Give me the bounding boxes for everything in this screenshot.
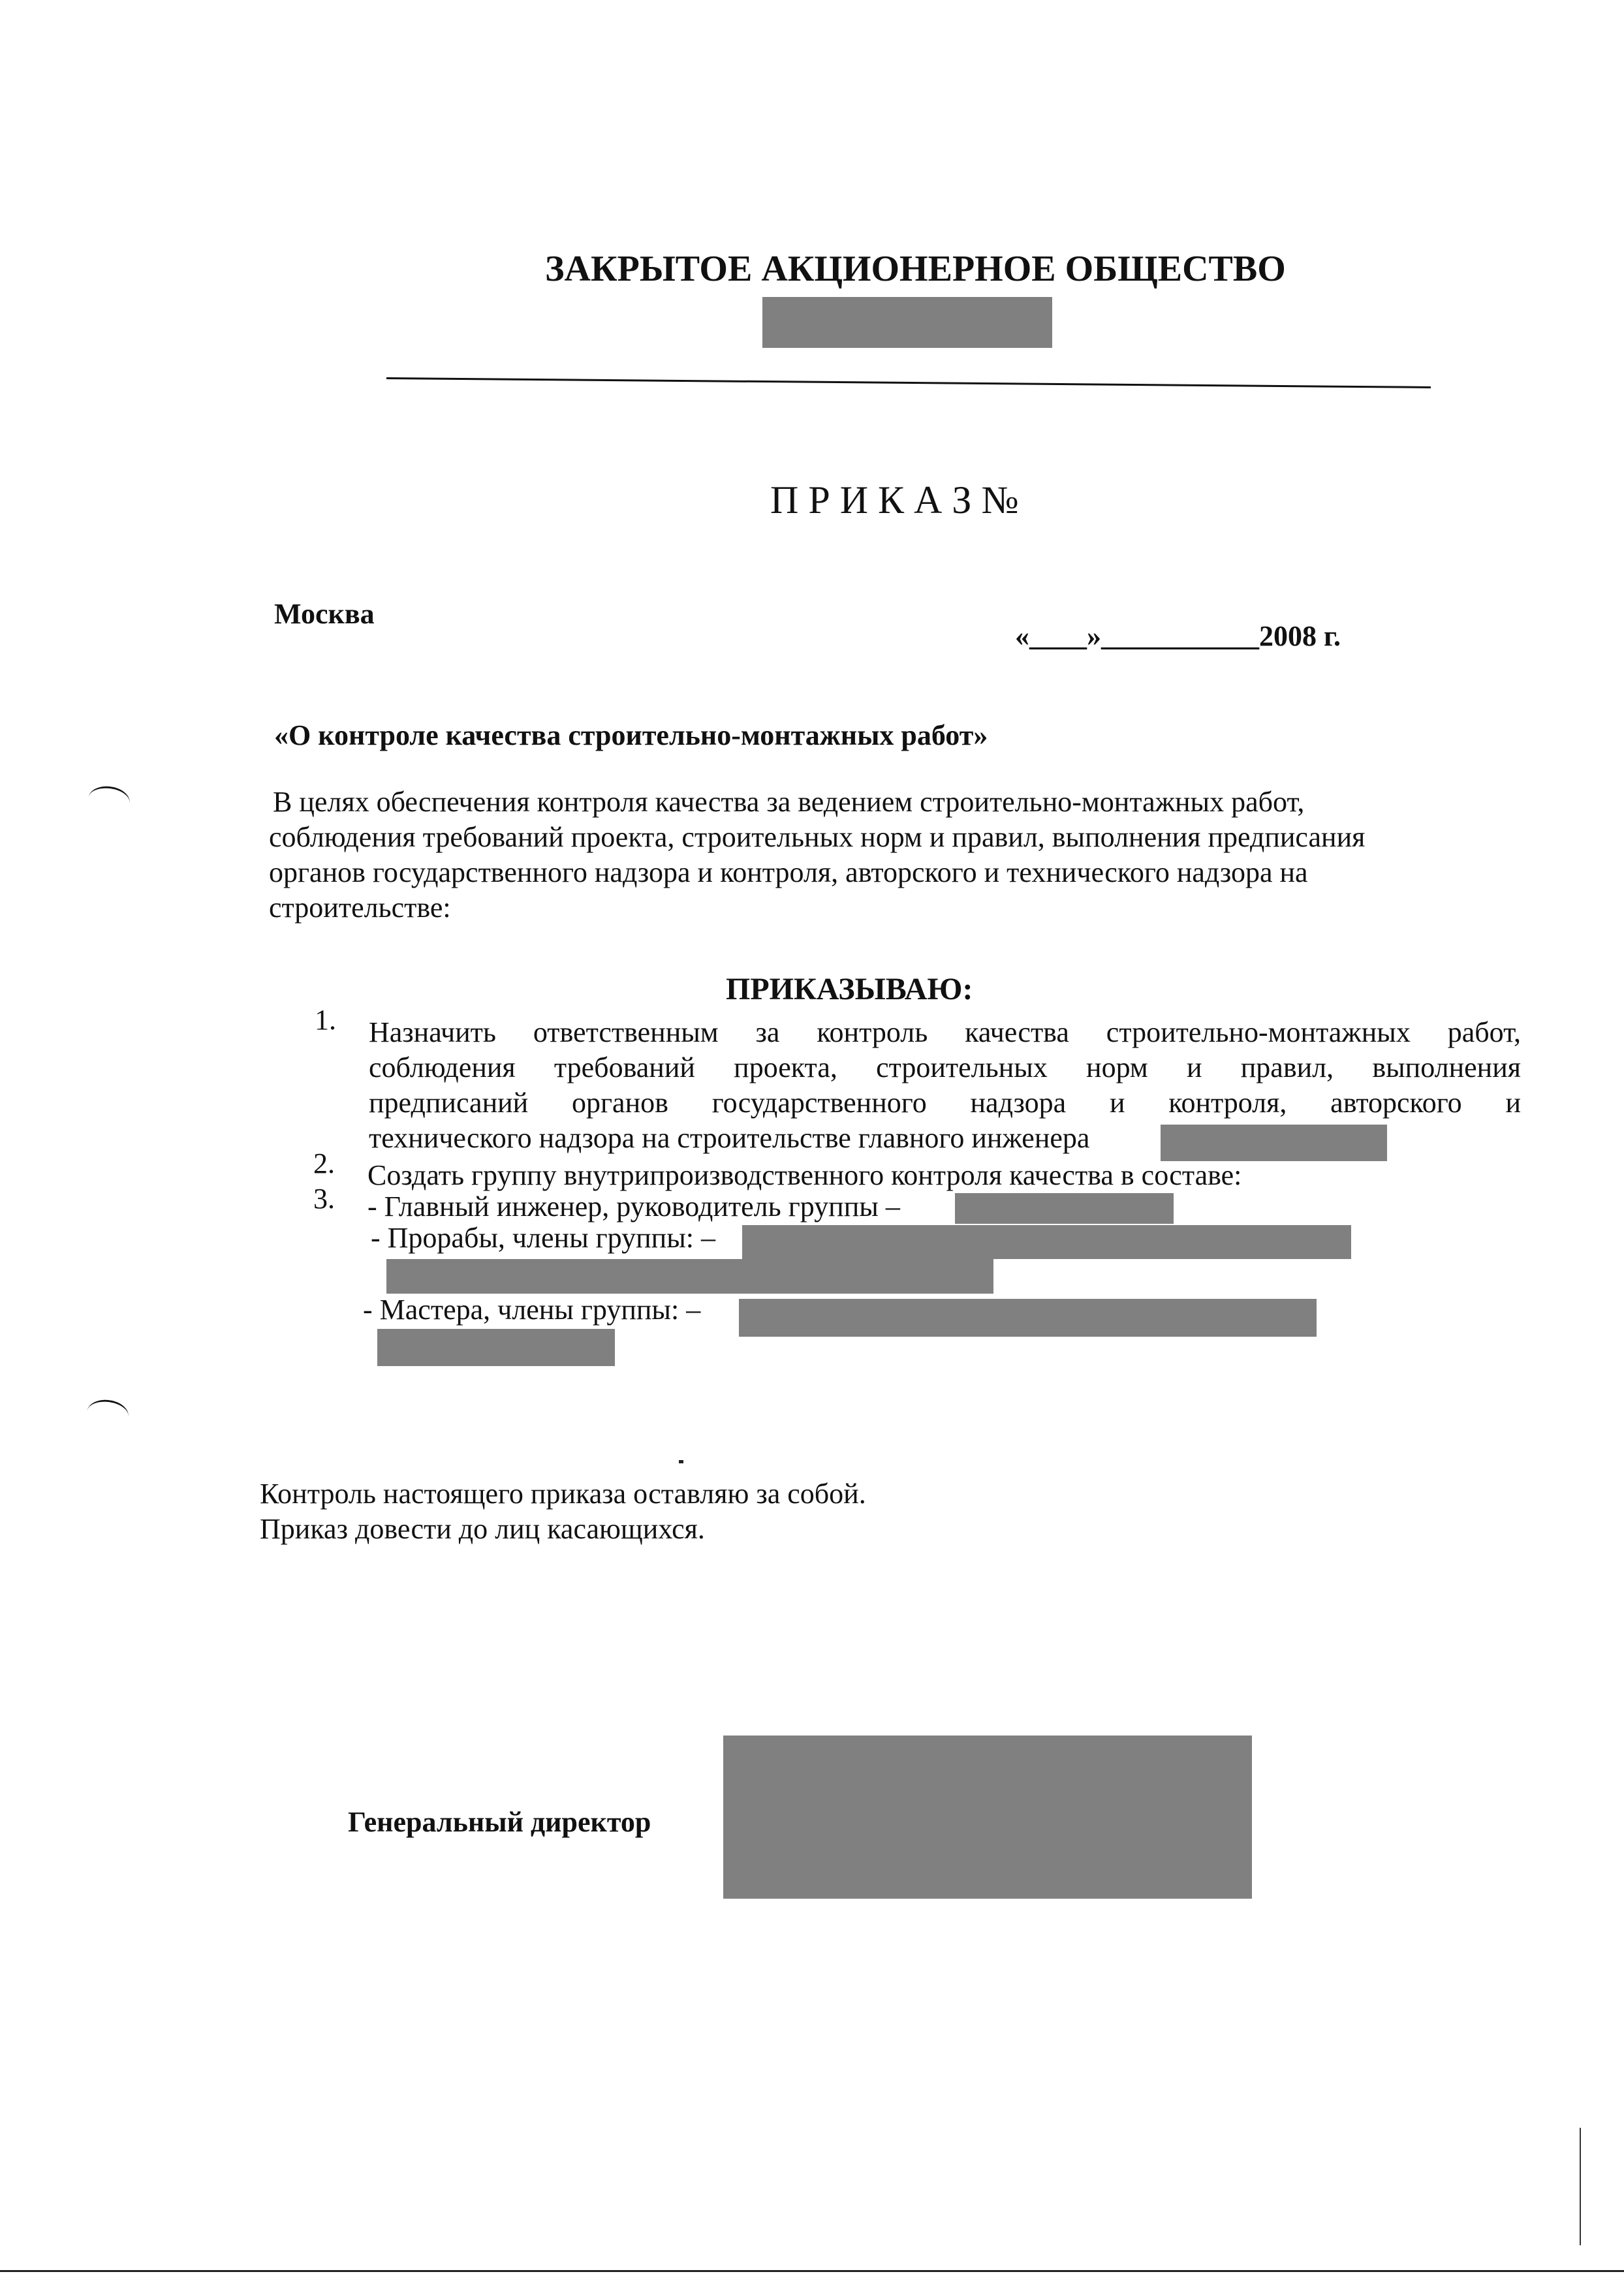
order-date: «____»___________2008 г.	[1015, 620, 1341, 652]
item1-line: предписаний органов государственного надзора и контроля, авторского и	[369, 1087, 1521, 1119]
item1-line: Назначить ответственным за контроль качества строительно-монтажных работ,	[369, 1016, 1521, 1048]
scan-right-edge-line	[1580, 2128, 1581, 2245]
closing-line: Контроль настоящего приказа оставляю за собой.	[260, 1478, 866, 1510]
item2-text: Создать группу внутрипроизводственного контроля качества в составе:	[367, 1159, 1242, 1191]
foremen-redaction	[742, 1225, 1351, 1259]
masters-redaction	[377, 1329, 615, 1366]
closing-line: Приказ довести до лиц касающихся.	[260, 1513, 705, 1545]
scan-bottom-edge-line	[0, 2270, 1624, 2272]
company-type-heading: ЗАКРЫТОЕ АКЦИОНЕРНОЕ ОБЩЕСТВО	[545, 249, 1286, 289]
masters-redaction	[739, 1299, 1317, 1337]
order-title: П Р И К А З №	[770, 478, 1019, 522]
item1-line: соблюдения требований проекта, строительных норм и правил, выполнения	[369, 1051, 1521, 1083]
order-city: Москва	[274, 598, 375, 630]
item3-chief: - Главный инженер, руководитель группы –	[367, 1191, 900, 1222]
scan-speck	[679, 1460, 683, 1463]
preamble-line: органов государственного надзора и контроля, авторского и технического надзора на	[269, 856, 1308, 888]
signature-redaction	[723, 1736, 1252, 1899]
item1-line: технического надзора на строительстве главного инженера	[369, 1122, 1090, 1154]
preamble-line: строительстве:	[269, 892, 451, 924]
signature-position: Генеральный директор	[348, 1806, 651, 1838]
directive-heading: ПРИКАЗЫВАЮ:	[726, 972, 973, 1006]
foremen-redaction	[386, 1259, 993, 1294]
group-leader-redaction	[955, 1193, 1174, 1224]
chief-engineer-redaction	[1161, 1125, 1387, 1161]
preamble-line: В целях обеспечения контроля качества за ведением строительно-монтажных работ,	[273, 786, 1305, 818]
binder-hole-mark	[86, 784, 131, 817]
company-name-redaction	[762, 297, 1052, 348]
order-subject: «О контроле качества строительно-монтажных работ»	[274, 719, 988, 751]
header-divider	[386, 377, 1431, 388]
item-number: 1.	[315, 1004, 336, 1036]
item-number: 3.	[313, 1183, 335, 1215]
item3-masters: - Мастера, члены группы: –	[363, 1294, 701, 1326]
item3-foremen: - Прорабы, члены группы: –	[371, 1222, 715, 1254]
item-number: 2.	[313, 1147, 335, 1179]
binder-hole-mark	[85, 1397, 130, 1431]
preamble-line: соблюдения требований проекта, строительных норм и правил, выполнения предписания	[269, 821, 1366, 853]
